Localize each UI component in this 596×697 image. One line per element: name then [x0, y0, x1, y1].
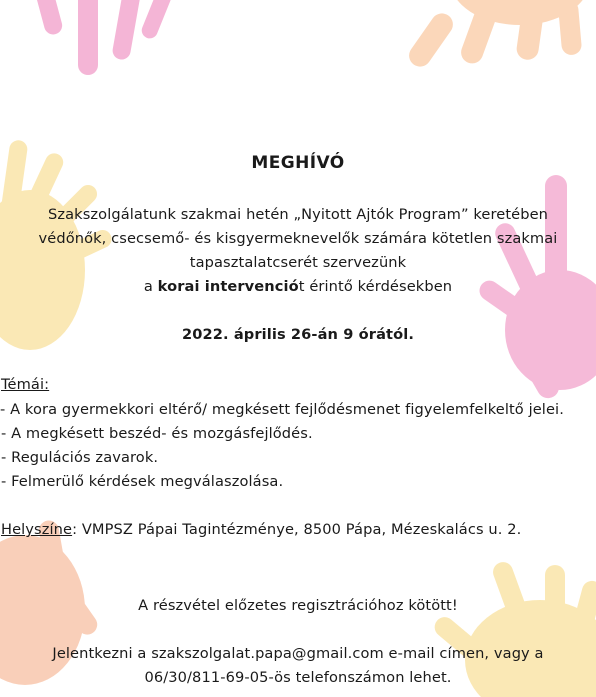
contact-line-1: Jelentkezni a szakszolgalat.papa@gmail.com e-mail címen, vagy a: [52, 645, 544, 662]
intro-line-4-prefix: a: [143, 278, 158, 295]
intro-line-4-suffix: t érintő kérdésekben: [298, 278, 453, 295]
event-date: 2022. április 26-án 9 órától.: [182, 326, 414, 343]
intro-line-1: Szakszolgálatunk szakmai hetén „Nyitott Ajtók Program” keretében: [47, 206, 549, 223]
page-title: MEGHÍVÓ: [251, 153, 345, 173]
location-label: Helyszíne: [1, 521, 73, 538]
registration-note: A részvétel előzetes regisztrációhoz kötött!: [138, 597, 458, 614]
intro-line-4: [0, 277, 596, 297]
contact-line-2: 06/30/811-69-05-ös telefonszámon lehet.: [144, 669, 452, 686]
topic-item-1: - A kora gyermekkori eltérő/ megkésett fejlődésmenet figyelemfelkeltő jelei.: [0, 401, 564, 418]
location: [1, 520, 521, 540]
intro-line-3: tapasztalatcserét szervezünk: [189, 254, 407, 271]
intro-highlight: korai intervenció: [157, 278, 299, 295]
intro-line-2: védőnők, csecsemő- és kisgyermeknevelők számára kötetlen szakmai: [38, 230, 558, 247]
topic-item-2: - A megkésett beszéd- és mozgásfejlődés.: [1, 425, 313, 442]
topic-item-3: - Regulációs zavarok.: [1, 449, 159, 466]
topics-heading: Témái:: [1, 376, 50, 393]
topic-item-4: - Felmerülő kérdések megválaszolása.: [1, 473, 284, 490]
location-address: : VMPSZ Pápai Tagintézménye, 8500 Pápa, Mézeskalács u. 2.: [72, 521, 522, 538]
